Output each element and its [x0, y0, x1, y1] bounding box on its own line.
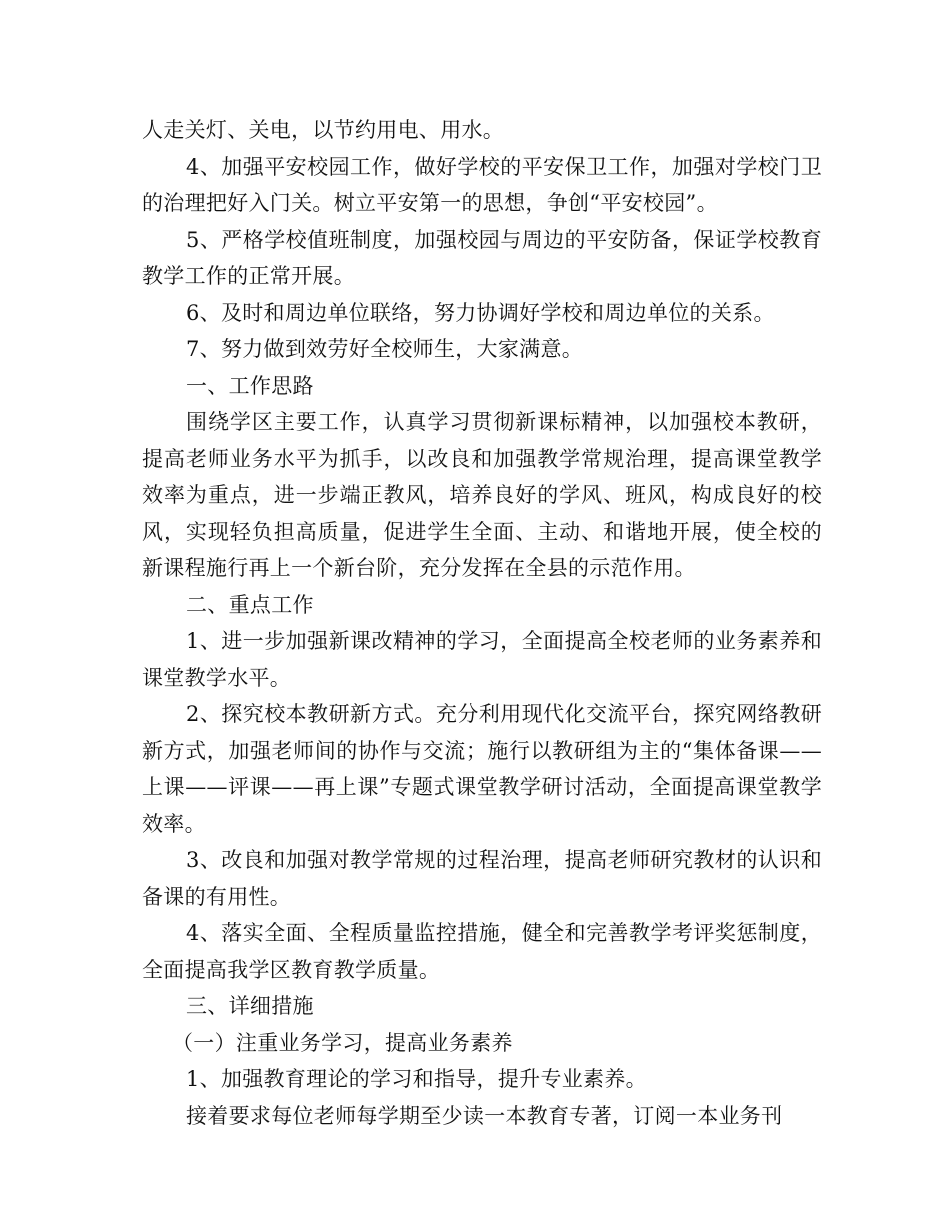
paragraph: 3、改良和加强对教学常规的过程治理，提高老师研究教材的认识和备课的有用性。	[142, 848, 822, 909]
paragraph: 4、加强平安校园工作，做好学校的平安保卫工作，加强对学校门卫的治理把好入门关。树立平安第一的思想，争创“平安校园”。	[142, 154, 822, 215]
document-body	[142, 112, 822, 1134]
paragraph: 7、努力做到效劳好全校师生，大家满意。	[186, 337, 584, 361]
paragraph: 5、严格学校值班制度，加强校园与周边的平安防备，保证学校教育教学工作的正常开展。	[142, 227, 822, 288]
section-heading: 一、工作思路	[186, 373, 314, 398]
paragraph: 4、落实全面、全程质量监控措施，健全和完善教学考评奖惩制度，全面提高我学区教育教学质量。	[142, 921, 822, 982]
paragraph: 2、探究校本教研新方式。充分利用现代化交流平台，探究网络教研新方式，加强老师间的协作与交流；施行以教研组为主的“集体备课——上课——评课——再上课”专题式课堂教学研讨活动，全面提高课堂教学效率。	[142, 702, 822, 836]
subsection-heading: （一）注重业务学习，提高业务素养	[172, 1030, 513, 1055]
paragraph: 1、进一步加强新课改精神的学习，全面提高全校老师的业务素养和课堂教学水平。	[142, 629, 822, 690]
section-heading: 二、重点工作	[186, 592, 314, 617]
section-heading: 三、详细措施	[186, 994, 314, 1018]
paragraph: 接着要求每位老师每学期至少读一本教育专著，订阅一本业务刊	[186, 1103, 783, 1128]
paragraph: 1、加强教育理论的学习和指导，提升专业素养。	[186, 1067, 647, 1091]
paragraph: 6、及时和周边单位联络，努力协调好学校和周边单位的关系。	[186, 300, 775, 325]
paragraph: 围绕学区主要工作，认真学习贯彻新课标精神，以加强校本教研，提高老师业务水平为抓手，以改良和加强教学常规治理，提高课堂教学效率为重点，进一步端正教风，培养良好的学风、班风，构成良好的校风，实现轻负担高质量，促进学生全面、主动、和谐地开展，使全校的新课程施行再上一个新台阶，充分发挥在全县的示范作用。	[142, 410, 822, 580]
paragraph: 人走关灯、关电，以节约用电、用水。	[142, 118, 505, 142]
